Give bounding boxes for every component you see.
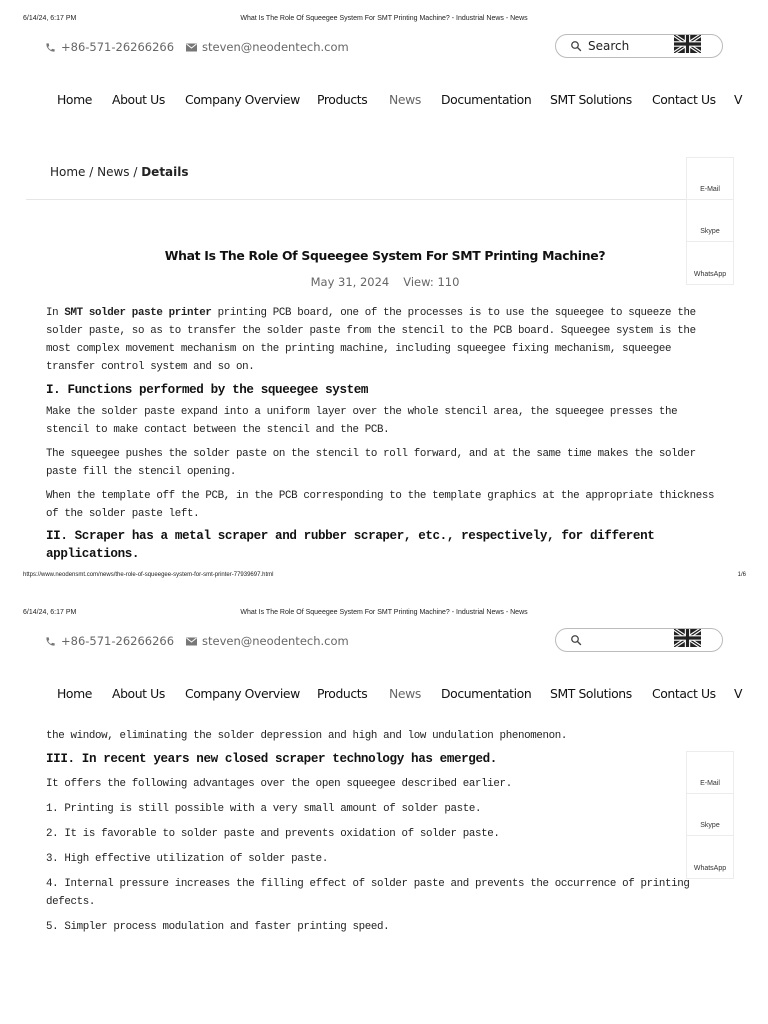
paragraph: Make the solder paste expand into a uniform layer over the whole stencil area, the squeegee presses the stencil to make contact between the stencil and the PCB. <box>46 406 678 436</box>
section-heading-3: III. In recent years new closed scraper technology has emerged. <box>46 752 497 766</box>
list-item: 4. Internal pressure increases the filling effect of solder paste and prevents the occurrence of printing defects. <box>46 878 690 908</box>
list-item: 2. It is favorable to solder paste and prevents oxidation of solder paste. <box>46 828 500 840</box>
breadcrumb-news[interactable]: News <box>97 165 130 179</box>
print-header <box>0 609 768 623</box>
paragraph: The squeegee pushes the solder paste on the stencil to roll forward, and at the same time makes the solder paste fill the stencil opening. <box>46 448 696 478</box>
search-icon[interactable] <box>570 40 582 52</box>
email-link[interactable] <box>186 626 349 656</box>
nav-about-us[interactable]: About Us <box>112 92 165 107</box>
nav-news[interactable]: News <box>389 686 421 701</box>
floating-contact-widget <box>686 157 734 285</box>
widget-skype-button[interactable] <box>687 200 733 242</box>
phone-link[interactable] <box>45 626 174 656</box>
phone-number: +86-571-26266266 <box>61 634 175 648</box>
nav-documentation[interactable]: Documentation <box>441 686 532 701</box>
search-input[interactable] <box>588 632 672 648</box>
nav-company-overview[interactable]: Company Overview <box>185 686 300 701</box>
nav-more-truncated[interactable]: V <box>734 92 743 107</box>
print-timestamp: 6/14/24, 6:17 PM <box>23 609 77 616</box>
widget-skype-label: Skype <box>700 822 720 829</box>
nav-products[interactable]: Products <box>317 92 368 107</box>
breadcrumb-separator: / <box>85 165 98 179</box>
intro-text: In <box>46 307 65 319</box>
nav-about-us[interactable]: About Us <box>112 686 165 701</box>
top-contact-bar <box>0 32 768 62</box>
print-header <box>0 15 768 29</box>
print-page-number: 1/6 <box>737 572 746 578</box>
print-doc-title: What Is The Role Of Squeegee System For SMT Printing Machine? - Industrial News - News <box>240 15 528 22</box>
article-body-page1 <box>46 304 726 563</box>
intro-text: printing PCB board, one of the processes is to use the squeegee to squeeze the solder paste, so as to transfer the solder paste from the stencil to the PCB board. Squeegee system is the most complex movement mechanism on the printing machine, including squeegee fixing mechanism, squeegee transfer control system and so on. <box>46 307 696 373</box>
nav-contact-us[interactable]: Contact Us <box>652 92 716 107</box>
envelope-icon <box>186 43 197 52</box>
email-address: steven@neodentech.com <box>202 634 349 648</box>
breadcrumb-separator: / <box>129 165 142 179</box>
breadcrumb-current: Details <box>141 165 189 179</box>
print-timestamp: 6/14/24, 6:17 PM <box>23 15 77 22</box>
paragraph: When the template off the PCB, in the PCB corresponding to the template graphics at the appropriate thickness of the solder paste left. <box>46 490 715 520</box>
uk-flag-icon[interactable] <box>674 629 701 647</box>
widget-email-label: E-Mail <box>700 186 720 193</box>
email-address: steven@neodentech.com <box>202 40 349 54</box>
print-doc-title: What Is The Role Of Squeegee System For SMT Printing Machine? - Industrial News - News <box>240 609 528 616</box>
article-meta <box>0 275 768 289</box>
email-link[interactable] <box>186 32 349 62</box>
top-contact-bar <box>0 626 768 656</box>
paragraph: It offers the following advantages over the open squeegee described earlier. <box>46 778 512 790</box>
article-body-page2 <box>46 727 726 936</box>
nav-smt-solutions[interactable]: SMT Solutions <box>550 92 632 107</box>
breadcrumb-home[interactable]: Home <box>50 165 86 179</box>
phone-link[interactable] <box>45 32 174 62</box>
widget-skype-label: Skype <box>700 228 720 235</box>
nav-smt-solutions[interactable]: SMT Solutions <box>550 686 632 701</box>
nav-home[interactable]: Home <box>57 686 92 701</box>
phone-icon <box>45 636 56 647</box>
section-heading-2: II. Scraper has a metal scraper and rubber scraper, etc., respectively, for different applications. <box>46 529 655 561</box>
section-heading-1: I. Functions performed by the squeegee system <box>46 383 369 397</box>
divider <box>26 199 686 200</box>
main-nav <box>0 682 768 706</box>
main-nav <box>0 88 768 112</box>
nav-products[interactable]: Products <box>317 686 368 701</box>
nav-more-truncated[interactable]: V <box>734 686 743 701</box>
widget-whatsapp-label: WhatsApp <box>693 271 727 278</box>
list-item: 5. Simpler process modulation and faster printing speed. <box>46 921 390 933</box>
widget-email-label: E-Mail <box>700 780 720 787</box>
phone-number: +86-571-26266266 <box>61 40 175 54</box>
widget-email-button[interactable] <box>687 158 733 200</box>
list-item: 1. Printing is still possible with a very small amount of solder paste. <box>46 803 482 815</box>
nav-company-overview[interactable]: Company Overview <box>185 92 300 107</box>
nav-news[interactable]: News <box>389 92 421 107</box>
list-item: 3. High effective utilization of solder paste. <box>46 853 328 865</box>
article-title: What Is The Role Of Squeegee System For SMT Printing Machine? <box>164 248 606 263</box>
search-input[interactable] <box>588 38 672 54</box>
phone-icon <box>45 42 56 53</box>
breadcrumb <box>50 165 189 179</box>
envelope-icon <box>186 637 197 646</box>
nav-contact-us[interactable]: Contact Us <box>652 686 716 701</box>
search-icon[interactable] <box>570 634 582 646</box>
nav-home[interactable]: Home <box>57 92 92 107</box>
print-url: https://www.neodensmt.com/news/the-role-of-squeegee-system-for-smt-printer-77939697.html <box>23 572 274 578</box>
paragraph: the window, eliminating the solder depression and high and low undulation phenomenon. <box>46 730 567 742</box>
intro-keyword-link[interactable]: SMT solder paste printer <box>64 307 212 319</box>
uk-flag-icon[interactable] <box>674 35 701 53</box>
nav-documentation[interactable]: Documentation <box>441 92 532 107</box>
article-date: May 31, 2024 <box>310 275 390 289</box>
article-views: View: 110 <box>403 275 460 289</box>
article-intro <box>46 304 726 376</box>
widget-whatsapp-label: WhatsApp <box>693 865 727 872</box>
